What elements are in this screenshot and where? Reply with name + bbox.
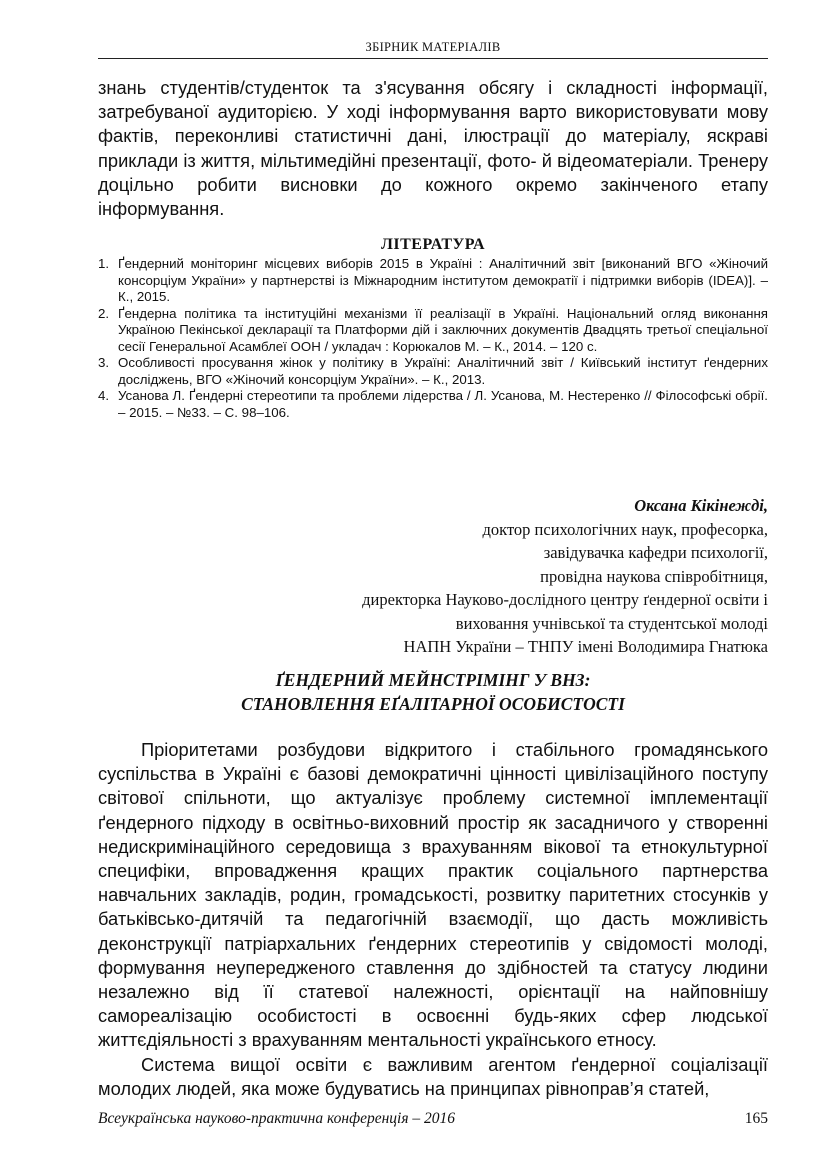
author-affiliation-line: виховання учнівської та студентської молоді	[455, 613, 768, 633]
reference-text: Ґендерна політика та інституційні механізми її реалізації в Україні. Національний огляд виконання Україною Пекінської декларації та Платформи дій і заключних документів Двадцять третьої спеціальної сесії Генеральної Асамблеї ООН / укладач : Корюкалов М. – К., 2014. – 120 с.	[118, 305, 768, 354]
body-paragraph: Пріоритетами розбудови відкритого і стабільного громадянського суспільства в Україні є базові демократичні цінності цивілізаційного поступу світової спільноти, що актуалізує проблему системної імплементації ґендерного підходу в освітньо-виховний простір як засадничого у створенні недискримінаційного середовища з врахуванням вікової та етнокультурної специфіки, впровадження кращих практик соціального партнерства навчальних закладів, родин, громадськості, розвитку паритетних стосунків у батьківсько-дитячій та педагогічній взаємодії, що дасть можливість деконструкції патріархальних ґендерних стереотипів у свідомості молоді, формування неупередженого ставлення до здібностей та статусу людини незалежно від її статевої належності, орієнтації на найповнішу самореалізацію особистості в освоєнні будь-яких сфер людської життєдіяльності з врахуванням ментальності українського етносу.	[98, 739, 768, 1051]
author-affiliation-line: завідувачка кафедри психології,	[543, 543, 768, 562]
page-number: 165	[744, 1110, 768, 1127]
reference-text: Особливості просування жінок у політику в Україні: Аналітичний звіт / Київський інститут ґендерних досліджень, ВГО «Жіночий консорціум України». – К., 2013.	[118, 355, 768, 387]
reference-list	[98, 256, 768, 421]
article-title	[98, 668, 768, 716]
reference-number: 3.	[98, 355, 110, 370]
page-footer	[98, 1110, 768, 1128]
reference-item	[98, 256, 768, 306]
reference-number: 2.	[98, 305, 110, 321]
footer-conference: Всеукраїнська науково-практична конференція – 2016	[98, 1110, 456, 1127]
author-affiliation-line: провідна наукова співробітниця,	[540, 566, 768, 586]
reference-item	[98, 388, 768, 421]
header-rule	[98, 58, 768, 59]
reference-number: 1.	[98, 256, 110, 271]
author-affiliation-line: директорка Науково-дослідного центру ґендерної освіти і	[362, 590, 768, 609]
intro-text: знань студентів/студенток та з'ясування обсягу і складності інформації, затребуваної аудиторією. У ході інформування варто використовувати мову фактів, переконливі статистичні дані, ілюстрації до матеріалу, яскраві приклади із життя, мільтимедійні презентації, фото- й відеоматеріали. Тренеру доцільно робити висновки до кожного окремо закінченого етапу інформування.	[98, 77, 768, 220]
article-body	[98, 738, 768, 1101]
running-head: ЗБІРНИК МАТЕРІАЛІВ	[365, 40, 501, 54]
body-paragraph: Система вищої освіти є важливим агентом ґендерної соціалізації молодих людей, яка може будуватись на принципах рівноправ’я статей,	[98, 1053, 768, 1099]
intro-paragraph	[98, 76, 768, 221]
author-block	[260, 494, 768, 659]
author-affiliation-line: НАПН України – ТНПУ імені Володимира Гнатюка	[403, 637, 768, 656]
article-title-line: СТАНОВЛЕННЯ ЕҐАЛІТАРНОЇ ОСОБИСТОСТІ	[241, 694, 625, 714]
reference-text: Ґендерний моніторинг місцевих виборів 2015 в Україні : Аналітичний звіт [виконаний ВГО «Жіночий консорціум України» у партнерстві із Міжнародним інститутом демократії і підтримки виборів (IDEA)]. – К., 2015.	[118, 256, 768, 304]
literature-heading: ЛІТЕРАТУРА	[380, 236, 486, 253]
reference-item	[98, 355, 768, 388]
reference-text: Усанова Л. Ґендерні стереотипи та проблеми лідерства / Л. Усанова, М. Нестеренко // Філософські обрії. – 2015. – №33. – С. 98–106.	[118, 388, 768, 420]
article-title-line: ҐЕНДЕРНИЙ МЕЙНСТРІМІНГ У ВНЗ:	[275, 670, 591, 690]
reference-number: 4.	[98, 388, 110, 403]
author-affiliation-line: доктор психологічних наук, професорка,	[482, 519, 768, 539]
reference-item	[98, 306, 768, 356]
author-name: Оксана Кікінежді,	[634, 496, 768, 515]
